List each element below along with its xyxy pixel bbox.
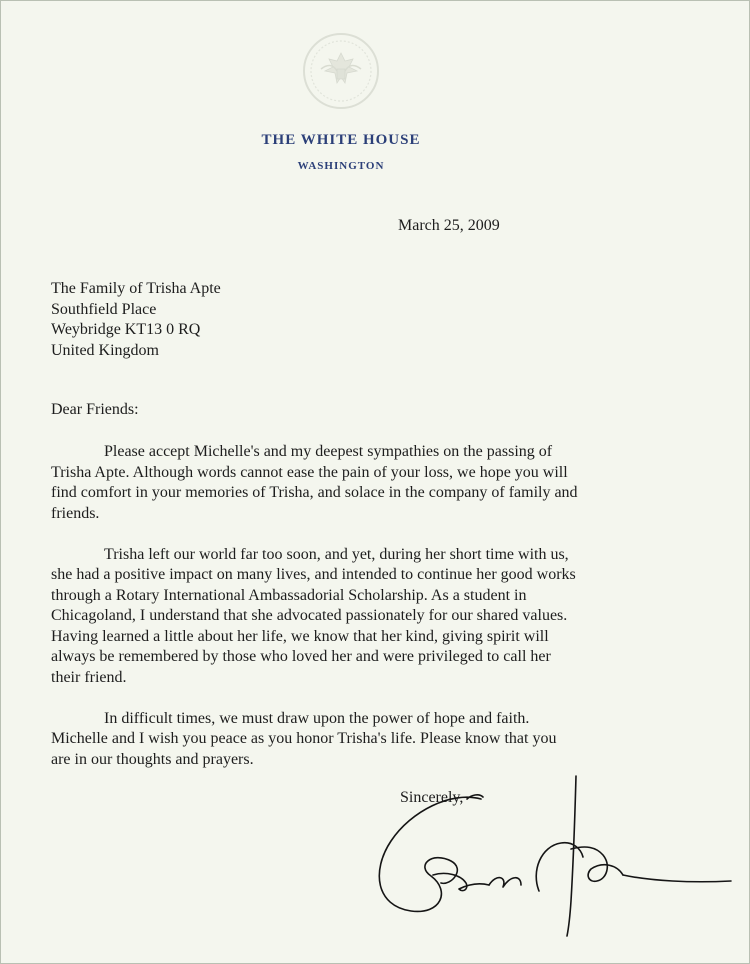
handwritten-signature [371,771,741,951]
body-paragraph [51,545,691,689]
body-paragraph [51,442,691,524]
letter-body [51,442,691,791]
body-line: Please accept Michelle's and my deepest sympathies on the passing of [104,443,553,460]
address-line: Weybridge KT13 0 RQ [51,321,201,338]
body-line: Michelle and I wish you peace as you honor Trisha's life. Please know that you [51,730,557,747]
body-line: Having learned a little about her life, we know that her kind, giving spirit will [51,627,549,645]
address-line: Southfield Place [51,300,157,318]
body-line: through a Rotary International Ambassadorial Scholarship. As a student in [51,586,527,604]
letter-date: March 25, 2009 [398,217,500,234]
body-line: Chicagoland, I understand that she advocated passionately for our shared values. [51,607,568,624]
body-line: their friend. [51,668,127,686]
body-line: Trisha Apte. Although words cannot ease the pain of your loss, we hope you will [51,463,568,481]
body-line: she had a positive impact on many lives, and intended to continue her good works [51,566,576,583]
body-line: are in our thoughts and prayers. [51,750,254,768]
body-line: friends. [51,504,100,522]
salutation: Dear Friends: [51,401,139,418]
body-line: In difficult times, we must draw upon the power of hope and faith. [104,709,530,727]
letterhead-city: WASHINGTON [297,160,385,172]
body-line: always be remembered by those who loved her and were privileged to call her [51,648,551,665]
closing: Sincerely, [400,789,464,806]
address-line: United Kingdom [51,341,159,359]
body-line: find comfort in your memories of Trisha, and solace in the company of family and [51,484,578,501]
letterhead-organization: THE WHITE HOUSE [261,132,421,148]
presidential-seal-icon [301,31,381,111]
body-line: Trisha left our world far too soon, and yet, during her short time with us, [104,545,569,563]
recipient-address [51,279,221,361]
body-paragraph [51,709,691,771]
address-line: The Family of Trisha Apte [51,280,221,297]
